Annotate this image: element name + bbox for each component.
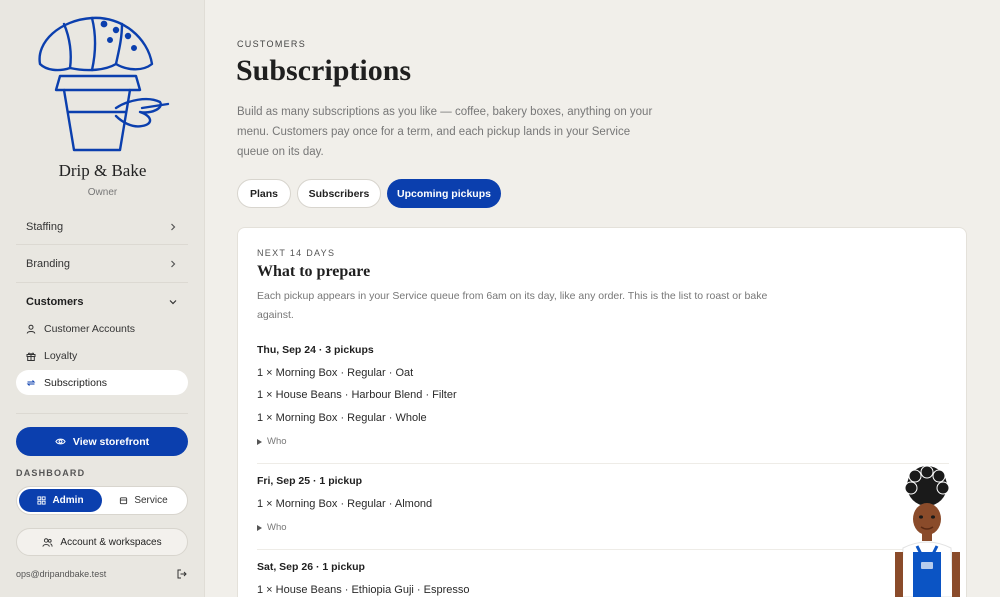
- pickup-item: 1 × House Beans · Harbour Blend · Filter: [257, 389, 457, 401]
- page-intro: Build as many subscriptions as you like — coffee, bakery boxes, anything on your menu. Customers pay once for a term, and each pickup lands in your Service queue on its day.: [237, 106, 653, 158]
- nav-item-label: Customers: [26, 296, 84, 308]
- triangle-right-icon: [257, 525, 262, 531]
- who-disclosure[interactable]: [257, 436, 287, 447]
- tab-upcoming-pickups[interactable]: Upcoming pickups: [387, 179, 501, 208]
- tab-plans[interactable]: Plans: [237, 179, 291, 208]
- sidebar-item-label: Customer Accounts: [44, 322, 136, 335]
- repeat-icon: [26, 378, 36, 388]
- sidebar-item-label: Loyalty: [44, 349, 78, 362]
- day-heading: Thu, Sep 24 · 3 pickups: [257, 344, 374, 356]
- chevron-down-icon: [168, 297, 178, 307]
- divider: [16, 282, 188, 283]
- divider: [16, 244, 188, 245]
- gift-icon: [26, 351, 36, 361]
- page-eyebrow: CUSTOMERS: [237, 39, 307, 49]
- logout-icon[interactable]: [177, 569, 187, 579]
- tab-subscribers[interactable]: Subscribers: [297, 179, 381, 208]
- account-workspaces-label: Account & workspaces: [60, 536, 162, 548]
- brand-name: Drip & Bake: [58, 161, 147, 180]
- dashboard-label: DASHBOARD: [16, 468, 86, 478]
- nav-item-branding[interactable]: [16, 246, 188, 282]
- pickup-item: 1 × Morning Box · Regular · Whole: [257, 412, 427, 424]
- pickup-item: 1 × House Beans · Ethiopia Guji · Espresso: [257, 584, 470, 596]
- triangle-right-icon: [257, 439, 262, 445]
- account-workspaces-button[interactable]: [16, 528, 188, 556]
- service-toggle-button[interactable]: [102, 489, 185, 512]
- sidebar-item-loyalty[interactable]: [16, 343, 188, 368]
- who-label: Who: [267, 436, 287, 447]
- sidebar-item-label: Subscriptions: [44, 376, 108, 389]
- day-divider: [257, 463, 949, 464]
- view-storefront-button[interactable]: [16, 427, 188, 456]
- barista-mascot-icon: [895, 462, 960, 597]
- eye-icon: [55, 436, 66, 447]
- admin-toggle-button[interactable]: [19, 489, 102, 512]
- croissant-coffee-logo-icon: [30, 12, 170, 154]
- pickup-item: 1 × Morning Box · Regular · Almond: [257, 498, 433, 510]
- cup-icon: [119, 496, 128, 505]
- nav-item-label: Branding: [26, 258, 71, 270]
- nav-item-customers[interactable]: [16, 284, 188, 320]
- dashboard-toggle: [16, 486, 188, 515]
- service-label: Service: [134, 495, 168, 506]
- sidebar-item-customer-accounts[interactable]: [16, 316, 188, 341]
- day-heading: Sat, Sep 26 · 1 pickup: [257, 561, 365, 573]
- nav-item-label: Staffing: [26, 221, 64, 233]
- upcoming-pickups-card: [237, 227, 967, 597]
- sidebar-item-subscriptions[interactable]: [16, 370, 188, 395]
- brand-role: Owner: [87, 187, 118, 198]
- chevron-right-icon: [168, 259, 178, 269]
- card-title: What to prepare: [257, 263, 371, 280]
- day-heading: Fri, Sep 25 · 1 pickup: [257, 475, 363, 487]
- sidebar: [0, 0, 205, 597]
- users-icon: [42, 537, 53, 548]
- admin-label: Admin: [52, 495, 84, 506]
- view-storefront-label: View storefront: [72, 435, 150, 448]
- card-eyebrow: NEXT 14 DAYS: [257, 248, 336, 258]
- chevron-right-icon: [168, 222, 178, 232]
- grid-icon: [37, 496, 46, 505]
- user-email: ops@dripandbake.test: [16, 569, 107, 579]
- page-title: Subscriptions: [236, 54, 412, 87]
- who-disclosure[interactable]: [257, 522, 287, 533]
- pickup-item: 1 × Morning Box · Regular · Oat: [257, 367, 414, 379]
- user-icon: [26, 324, 36, 334]
- nav-item-staffing[interactable]: [16, 209, 188, 245]
- who-label: Who: [267, 522, 287, 533]
- divider: [16, 413, 188, 414]
- day-divider: [257, 549, 949, 550]
- card-description: Each pickup appears in your Service queue from 6am on its day, like any order. This is the list to roast or bake against.: [257, 290, 768, 321]
